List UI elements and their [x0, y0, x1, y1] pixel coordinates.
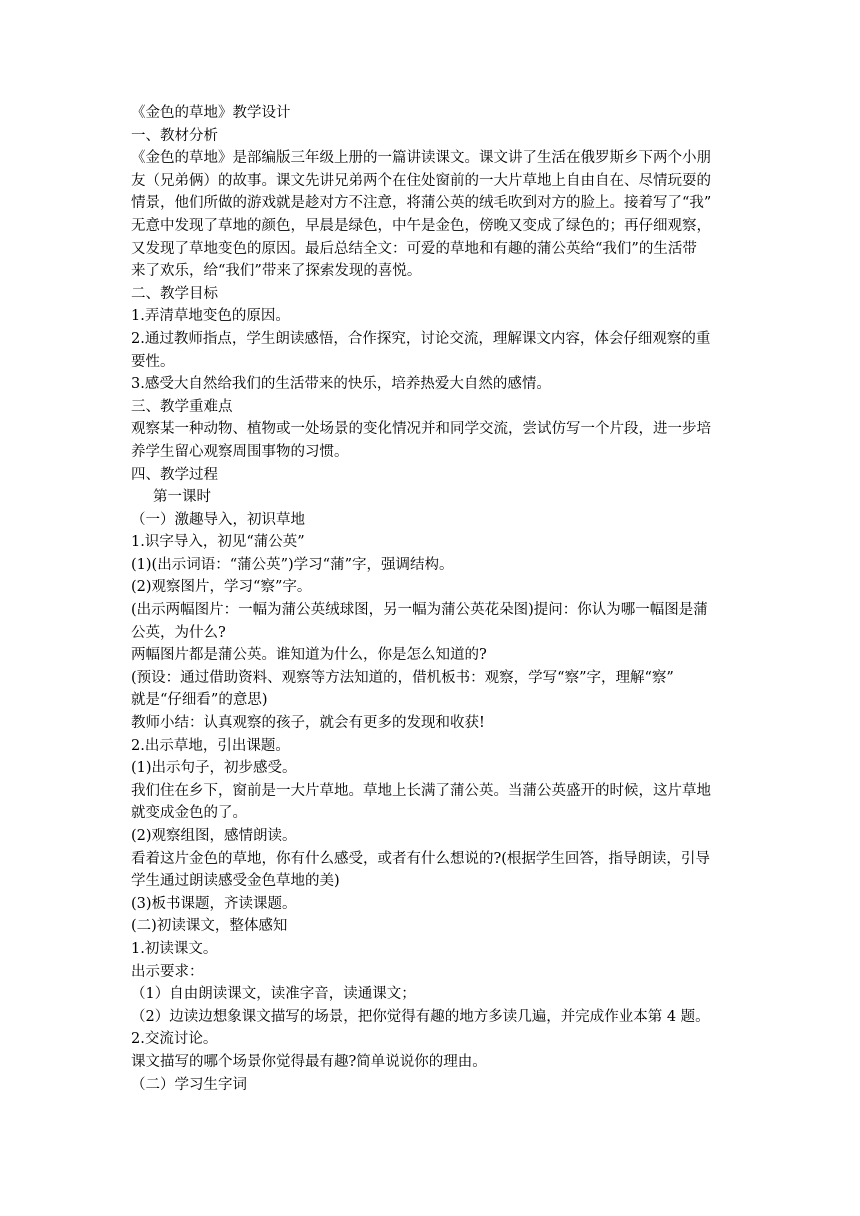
paragraph-line: 无意中发现了草地的颜色，早晨是绿色，中午是金色，傍晚又变成了绿色的；再仔细观察， [131, 217, 711, 234]
paragraph-line: 出示要求： [131, 963, 204, 980]
paragraph-line: 看着这片金色的草地，你有什么感受，或者有什么想说的?(根据学生回答，指导朗读，引导 [131, 850, 710, 867]
paragraph-line: (3)板书课题，齐读课题。 [131, 895, 297, 912]
paragraph-line: （2）边读边想象课文描写的场景，把你觉得有趣的地方多读几遍，并完成作业本第 4 题。 [131, 1008, 710, 1025]
paragraph-line: 2.出示草地，引出课题。 [131, 737, 290, 754]
paragraph-line: 教师小结：认真观察的孩子，就会有更多的发现和收获! [131, 715, 485, 732]
paragraph-line: 1.弄清草地变色的原因。 [131, 308, 290, 325]
paragraph-line: 公英，为什么? [131, 624, 226, 641]
paragraph-line: 3.感受大自然给我们的生活带来的快乐，培养热爱大自然的感情。 [131, 376, 551, 393]
paragraph-line: 就是“仔细看”的意思) [131, 692, 268, 709]
section-heading: 一、教材分析 [131, 127, 218, 144]
paragraph-line: (出示两幅图片：一幅为蒲公英绒球图，另一幅为蒲公英花朵图)提问：你认为哪一幅图是蒲 [131, 602, 708, 619]
section-heading: 三、教学重难点 [131, 398, 233, 415]
lesson-heading: 第一课时 [153, 489, 211, 506]
paragraph-line: 《金色的草地》是部编版三年级上册的一篇讲读课文。课文讲了生活在俄罗斯乡下两个小朋 [131, 150, 711, 167]
document-title: 《金色的草地》教学设计 [131, 105, 291, 121]
paragraph-line: 1.识字导入，初见“蒲公英” [131, 534, 305, 551]
paragraph-line: 又发现了草地变色的原因。最后总结全文：可爱的草地和有趣的蒲公英给“我们”的生活带 [131, 240, 697, 257]
paragraph-line: 2.通过教师指点，学生朗读感悟，合作探究，讨论交流，理解课文内容，体会仔细观察的重 [131, 330, 711, 347]
paragraph-line: （1）自由朗读课文，读准字音，读通课文； [131, 986, 416, 1003]
subsection-heading: （一）激趣导入，初识草地 [131, 511, 305, 528]
paragraph-line: 就变成金色的了。 [131, 805, 247, 822]
paragraph-line: 来了欢乐，给“我们”带来了探索发现的喜悦。 [131, 263, 422, 280]
paragraph-line: 课文描写的哪个场景你觉得最有趣?简单说说你的理由。 [131, 1053, 487, 1070]
paragraph-line: (2)观察图片，学习“察”字。 [131, 579, 312, 596]
subsection-heading: (二)初读课文，整体感知 [131, 918, 288, 935]
paragraph-line: 观察某一种动物、植物或一处场景的变化情况并和同学交流，尝试仿写一个片段，进一步培 [131, 421, 711, 438]
paragraph-line: 养学生留心观察周围事物的习惯。 [131, 443, 349, 460]
paragraph-line: 1.初读课文。 [131, 940, 218, 957]
paragraph-line: 友（兄弟俩）的故事。课文先讲兄弟两个在住处窗前的一大片草地上自由自在、尽情玩耍的 [131, 172, 711, 189]
paragraph-line: 我们住在乡下，窗前是一大片草地。草地上长满了蒲公英。当蒲公英盛开的时候，这片草地 [131, 782, 711, 799]
paragraph-line: (2)观察组图，感情朗读。 [131, 828, 297, 844]
paragraph-line: (1)出示句子，初步感受。 [131, 760, 297, 777]
paragraph-line: 要性。 [131, 353, 175, 370]
paragraph-line: 情景，他们所做的游戏就是趁对方不注意，将蒲公英的绒毛吹到对方的脸上。接着写了“我” [131, 195, 712, 212]
paragraph-line: 两幅图片都是蒲公英。谁知道为什么，你是怎么知道的? [131, 647, 487, 664]
paragraph-line: (1)(出示词语：“蒲公英”)学习“蒲”字，强调结构。 [131, 556, 454, 573]
paragraph-line: 2.交流讨论。 [131, 1031, 218, 1048]
document-body [131, 102, 731, 1096]
subsection-heading: （二）学习生字词 [131, 1076, 247, 1093]
paragraph-line: (预设：通过借助资料、观察等方法知道的，借机板书：观察，学写“察”字，理解“察” [131, 669, 674, 686]
section-heading: 二、教学目标 [131, 285, 218, 302]
section-heading: 四、教学过程 [131, 466, 218, 483]
paragraph-line: 学生通过朗读感受金色草地的美) [131, 873, 340, 890]
